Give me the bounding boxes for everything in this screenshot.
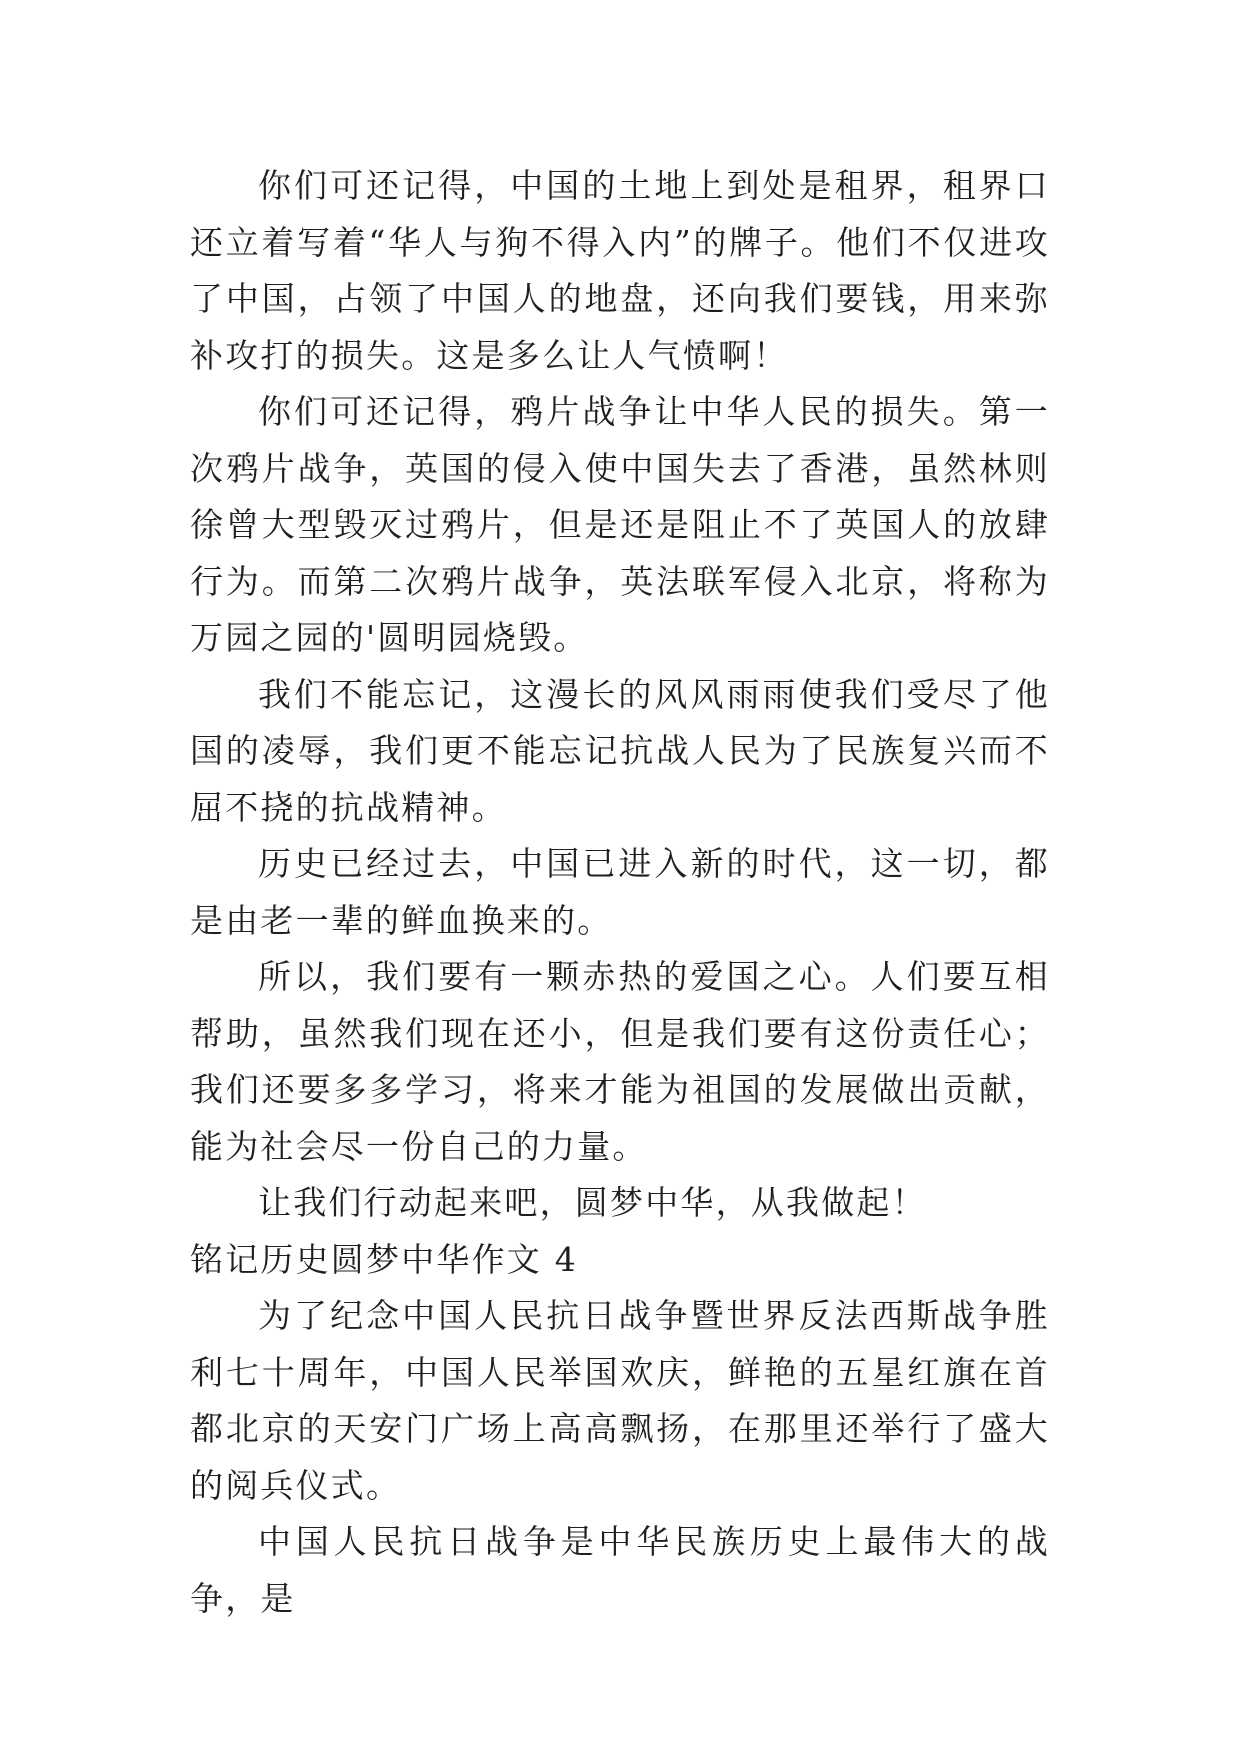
paragraph-call-to-action: 让我们行动起来吧，圆梦中华，从我做起！ — [258, 1183, 927, 1222]
paragraph-patriotic-heart: 所以，我们要有一颗赤热的爱国之心。人们要互相帮助，虽然我们现在还小，但是我们要有这份责任心；我们还要多多学习，将来才能为祖国的发展做出贡献，能为社会尽一份自己的力量。 — [190, 957, 1050, 1166]
essay-heading: 铭记历史圆梦中华作文 4 — [190, 1239, 578, 1279]
document-body — [190, 158, 1050, 1627]
paragraph-never-forget: 我们不能忘记，这漫长的风风雨雨使我们受尽了他国的凌辱，我们更不能忘记抗战人民为了民族复兴而不屈不挠的抗战精神。 — [190, 674, 1050, 827]
paragraph-anniversary: 为了纪念中国人民抗日战争暨世界反法西斯战争胜利七十周年，中国人民举国欢庆，鲜艳的五星红旗在首都北京的天安门广场上高高飘扬，在那里还举行了盛大的阅兵仪式。 — [190, 1296, 1050, 1505]
paragraph-history-passed: 历史已经过去，中国已进入新的时代，这一切，都是由老一辈的鲜血换来的。 — [190, 844, 1050, 940]
paragraph-concessions: 你们可还记得，中国的土地上到处是租界，租界口还立着写着“华人与狗不得入内”的牌子。他们不仅进攻了中国，占领了中国人的地盘，还向我们要钱，用来弥补攻打的损失。这是多么让人气愤啊！ — [190, 166, 1050, 375]
paragraph-resistance-war: 中国人民抗日战争是中华民族历史上最伟大的战争，是 — [190, 1522, 1050, 1618]
paragraph-opium-war: 你们可还记得，鸦片战争让中华人民的损失。第一次鸦片战争，英国的侵入使中国失去了香港，虽然林则徐曾大型毁灭过鸦片，但是还是阻止不了英国人的放肆行为。而第二次鸦片战争，英法联军侵入北京，将称为万园之园的'圆明园烧毁。 — [190, 392, 1050, 657]
